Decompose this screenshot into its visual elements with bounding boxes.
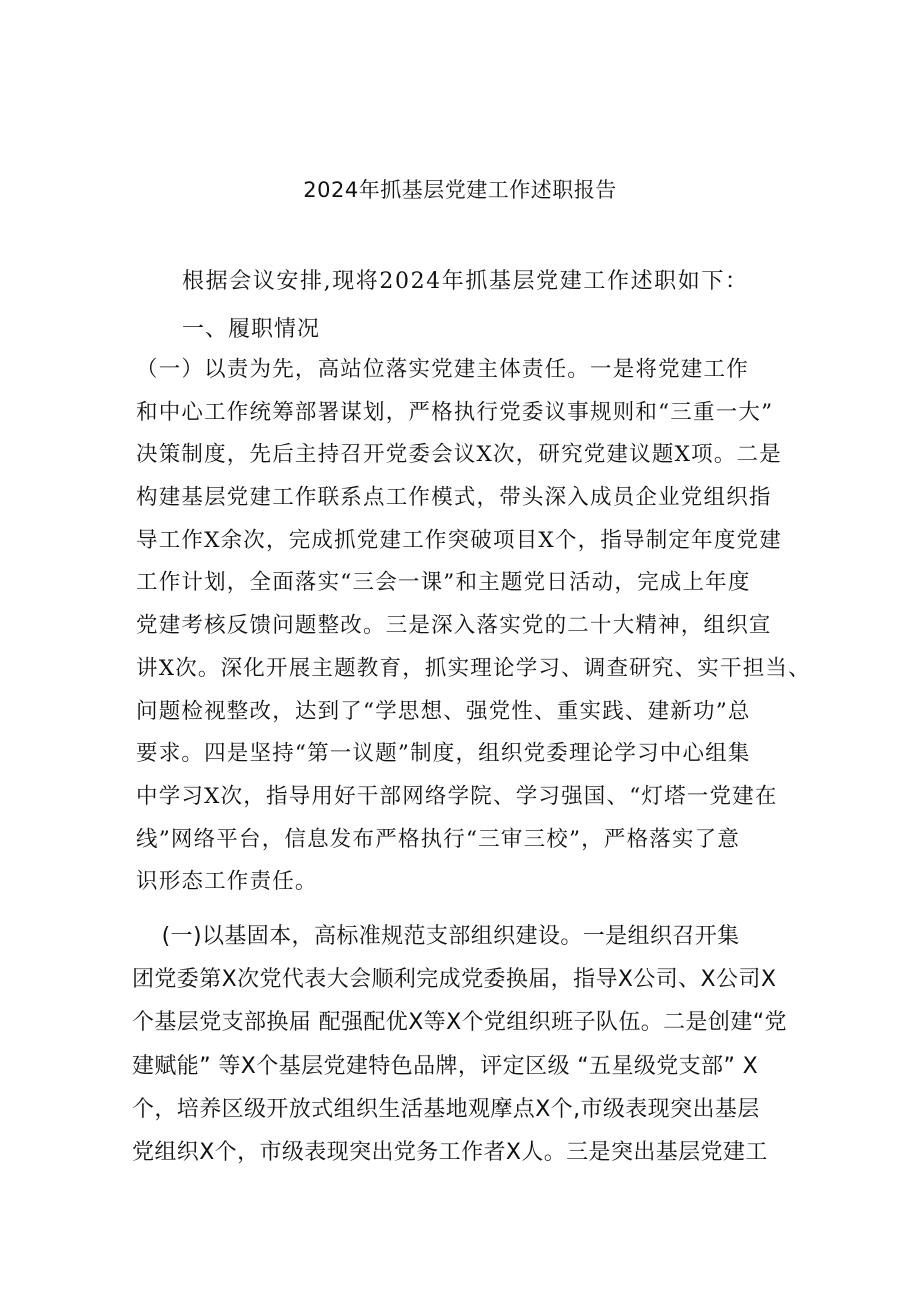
- paragraph-line: 决策制度，先后主持召开党委会议X次，研究党建议题X项。二是: [136, 442, 782, 468]
- paragraph-line: 问题检视整改，达到了“学思想、强党性、重实践、建新功”总: [136, 698, 751, 724]
- paragraph-line: 个基层党支部换届 配强配优X等X个党组织班子队伍。二是创建“党: [132, 1010, 787, 1036]
- paragraph-line: 团党委第X次党代表大会顺利完成党委换届，指导X公司、X公司X: [132, 967, 777, 993]
- document-title: 2024年抓基层党建工作述职报告: [303, 178, 617, 202]
- paragraph-line: (一)以基固本，高标准规范支部组织建设。一是组织召开集: [132, 924, 740, 949]
- section-heading: 一、履职情况: [182, 317, 321, 342]
- intro-paragraph: 根据会议安排,现将2024年抓基层党建工作述职如下：: [182, 269, 749, 294]
- paragraph-line: 导工作X余次，完成抓党建工作突破项目X个，指导制定年度党建: [136, 527, 782, 553]
- paragraph-line: 建赋能” 等X个基层党建特色品牌，评定区级 “五星级党支部” X: [132, 1053, 759, 1079]
- paragraph-line: 构建基层党建工作联系点工作模式，带头深入成员企业党组织指: [136, 485, 772, 511]
- paragraph-line: 讲X次。深化开展主题教育，抓实理论学习、调查研究、实干担当、: [136, 655, 811, 681]
- paragraph-line: 党建考核反馈问题整改。三是深入落实党的二十大精神，组织宣: [136, 613, 772, 639]
- paragraph-line: 工作计划，全面落实“三会一课”和主题党日活动，完成上年度: [136, 570, 751, 596]
- paragraph-responsibility: [136, 349, 816, 904]
- paragraph-line: 线”网络平台，信息发布严格执行“三审三校”，严格落实了意: [136, 826, 741, 852]
- paragraph-line: 个，培养区级开放式组织生活基地观摩点X个,市级表现突出基层: [132, 1096, 760, 1122]
- paragraph-organization: [132, 915, 812, 1174]
- paragraph-line: 要求。四是坚持“第一议题”制度，组织党委理论学习中心组集: [136, 741, 751, 767]
- paragraph-line: 识形态工作责任。: [136, 869, 318, 895]
- paragraph-line: （一）以责为先，高站位落实党建主体责任。一是将党建工作: [136, 357, 749, 382]
- paragraph-line: 和中心工作统筹部署谋划，严格执行党委议事规则和“三重一大”: [136, 399, 774, 425]
- paragraph-line: 党组织X个，市级表现突出党务工作者X人。三是突出基层党建工: [132, 1139, 768, 1165]
- paragraph-line: 中学习X次，指导用好干部网络学院、学习强国、“灯塔一党建在: [136, 783, 778, 809]
